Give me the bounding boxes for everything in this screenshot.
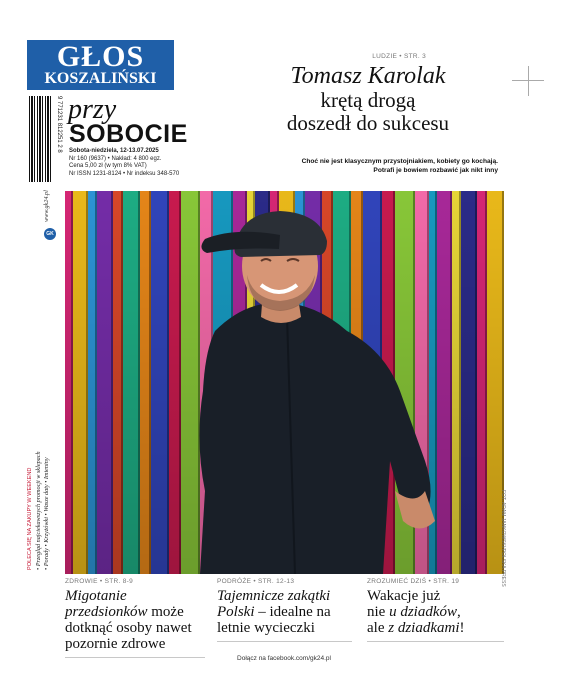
teaser-line1: Wakacje już — [367, 588, 441, 604]
footer-facebook[interactable]: Dołącz na facebook.com/gk24.pl — [237, 655, 331, 662]
teaser-travel[interactable] — [217, 578, 352, 642]
teaser-line3-post: ! — [459, 620, 465, 636]
masthead-line2: KOSZALIŃSKI — [44, 70, 157, 87]
gk-logo: GK — [44, 228, 56, 240]
cover-photo[interactable] — [65, 191, 504, 574]
website-url[interactable]: www.gk24.pl — [43, 190, 50, 222]
teaser-divider — [367, 641, 504, 642]
barcode — [29, 96, 51, 182]
top-story-kicker: LUDZIE • STR. 3 — [372, 53, 426, 60]
teaser-headline-rest: – idealne na letnie wycieczki — [217, 604, 331, 636]
masthead-line1: GŁOS — [56, 40, 145, 73]
teaser-line3-italic: z dziadkami — [388, 620, 460, 636]
issue-issn: Nr ISSN 1231-8124 • Nr indeksu 348-570 — [69, 170, 180, 177]
top-story-headline-1: krętą drogą — [320, 88, 416, 112]
top-story-lead-2: Potrafi je bowiem rozbawić jak nikt inny — [373, 167, 498, 174]
side-promo-heading: POLECA SIĘ NA ZAKUPY W WEEKEND — [27, 467, 33, 570]
top-story-lead — [238, 157, 498, 175]
side-promo-line2: • Porady • Krzyżówki • Wasze daty • Imieniny — [43, 457, 50, 570]
supplement-przy: przy — [68, 94, 117, 125]
teaser-health[interactable] — [65, 578, 205, 658]
teaser-divider — [217, 641, 352, 642]
teaser-line3-pre: ale — [367, 620, 389, 636]
teaser-headline-rest: może dotknąć osoby nawet pozornie zdrowe — [65, 604, 192, 652]
teaser-kicker: ZDROWIE • STR. 8-9 — [65, 578, 133, 585]
supplement-sobocie: SOBOCIE — [69, 120, 188, 148]
issue-info — [69, 148, 179, 178]
teaser-kicker: PODRÓŻE • STR. 12-13 — [217, 578, 295, 585]
barcode-number: 9 771231 812251 2 8 — [56, 96, 62, 153]
photo-credit: FOT. ADAM JANKOWSKI/POLSKA PRESS — [500, 490, 506, 587]
issue-date: Sobota-niedziela, 12-13.07.2025 — [69, 148, 159, 154]
teaser-headline-italic: Migotanie przedsionków — [65, 588, 148, 620]
teaser-line2-post: , — [457, 604, 461, 620]
cover-photo-illustration — [65, 191, 504, 574]
top-story-headline[interactable] — [238, 64, 498, 135]
side-promo-line1: • Przegląd najciekawszych promocji w sklepach — [35, 451, 42, 570]
issue-price: Cena 5,00 zł (w tym 8% VAT) — [69, 163, 147, 170]
teaser-line2-italic: u dziadków — [389, 604, 457, 620]
issue-number: Nr 160 (9637) • Nakład: 4 800 egz. — [69, 155, 162, 162]
teaser-kicker: ZROZUMIEĆ DZIŚ • STR. 19 — [367, 578, 460, 585]
top-story-name: Tomasz Karolak — [290, 63, 446, 89]
crop-mark — [528, 66, 529, 96]
teaser-line2-pre: nie — [367, 604, 390, 620]
teaser-headline-italic: Tajemnicze zakątki Polski — [217, 588, 331, 620]
teaser-understand-today[interactable] — [367, 578, 504, 642]
top-story-lead-1: Choć nie jest klasycznym przystojniakiem, kobiety go kochają. — [301, 158, 498, 165]
masthead-logo — [27, 40, 174, 90]
top-story-headline-2: doszedł do sukcesu — [286, 111, 450, 135]
